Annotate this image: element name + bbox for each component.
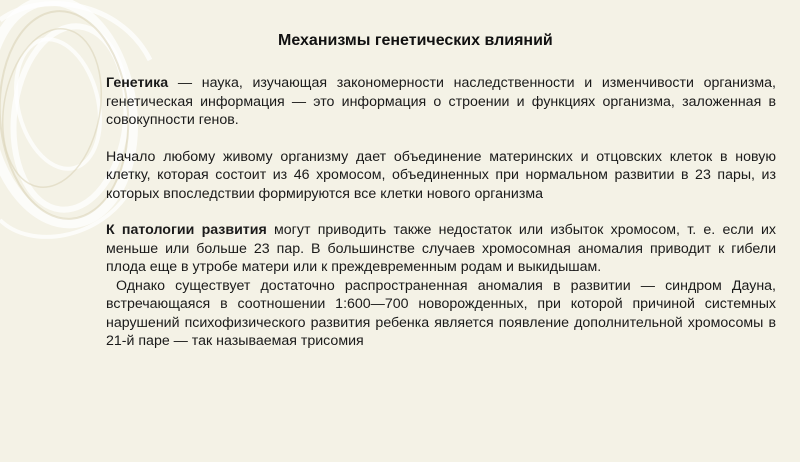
slide-body xyxy=(106,74,776,351)
term-pathology: К патологии развития xyxy=(106,222,267,238)
paragraph-genetics-text: — наука, изучающая закономерности наследственности и изменчивости организма, генетическая информация — это информация о строении и функциях организма, заложенная в совокупности генов. xyxy=(106,75,776,128)
swirl-ring-small xyxy=(3,30,113,177)
paragraph-pathology xyxy=(106,221,776,277)
paragraph-beginning: Начало любому живому организму дает объединение материнских и отцовских клеток в новую клетку, которая состоит из 46 хромосом, объединенных при нормальном развитии в 23 пары, из которых впоследствии формируются все клетки нового организма xyxy=(106,148,776,202)
term-genetics: Генетика xyxy=(106,75,169,91)
paragraph-pathology-text: могут приводить также недостаток или избыток хромосом, т. е. если их меньше или больше 23 пар. В большинстве случаев хромосомная аномалия приводит к гибели плода еще в утробе матери или к преждевременным родам и выкидышам. xyxy=(106,222,776,275)
slide-title: Механизмы генетических влияний xyxy=(278,32,553,49)
paragraph-down-syndrome: Однако существует достаточно распространенная аномалия в развитии — синдром Дауна, встречающаяся в соотношении 1:600—700 новорожденных, при которой причиной системных нарушений психофизического развития ребенка является появление дополнительной хромосомы в 21-й паре — так называемая трисомия xyxy=(106,277,776,349)
paragraph-genetics xyxy=(106,74,776,130)
